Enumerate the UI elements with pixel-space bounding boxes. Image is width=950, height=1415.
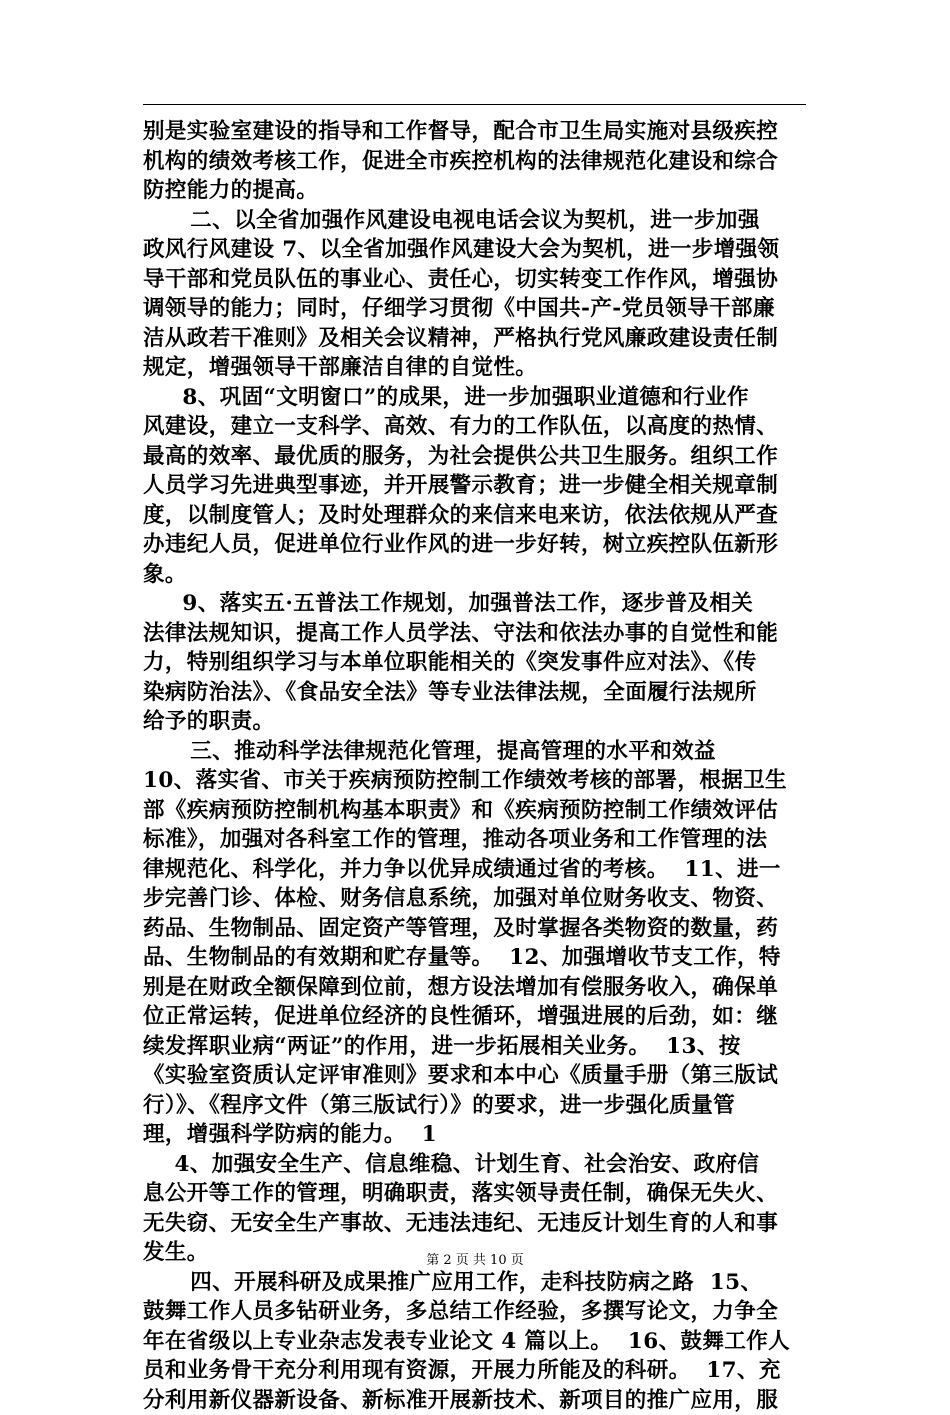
- text-line: 《实验室资质认定评审准则》要求和本中心《质量手册（第三版试: [143, 1061, 806, 1091]
- text-line: 发生。: [143, 1238, 806, 1268]
- text-line: 染病防治法》、《食品安全法》等专业法律法规，全面履行法规所: [143, 678, 806, 708]
- text-line: 风建设，建立一支科学、高效、有力的工作队伍，以高度的热情、: [143, 412, 806, 442]
- text-line: 最高的效率、最优质的服务，为社会提供公共卫生服务。组织工作: [143, 442, 806, 472]
- text-line: 鼓舞工作人员多钻研业务，多总结工作经验，多撰写论文，力争全: [143, 1297, 806, 1327]
- text-line: 人员学习先进典型事迹，并开展警示教育；进一步健全相关规章制: [143, 471, 806, 501]
- text-line: 10、落实省、市关于疾病预防控制工作绩效考核的部署，根据卫生: [143, 766, 806, 796]
- text-line: 药品、生物制品、固定资产等管理，及时掌握各类物资的数量，药: [143, 914, 806, 944]
- text-line: 给予的职责。: [143, 707, 806, 737]
- text-line: 部《疾病预防控制机构基本职责》和《疾病预防控制工作绩效评估: [143, 796, 806, 826]
- text-line: 年在省级以上专业杂志发表专业论文 4 篇以上。 16、鼓舞工作人: [143, 1327, 806, 1357]
- text-line: 机构的绩效考核工作，促进全市疾控机构的法律规范化建设和综合: [143, 147, 806, 177]
- text-line: 4、加强安全生产、信息维稳、计划生育、社会治安、政府信: [143, 1150, 806, 1180]
- text-line: 标准》，加强对各科室工作的管理，推动各项业务和工作管理的法: [143, 825, 806, 855]
- text-line: 二、以全省加强作风建设电视电话会议为契机，进一步加强: [143, 206, 806, 236]
- text-line: 力，特别组织学习与本单位职能相关的《突发事件应对法》、《传: [143, 648, 806, 678]
- text-line: 品、生物制品的有效期和贮存量等。 12、加强增收节支工作，特: [143, 943, 806, 973]
- page-footer: 第 2 页 共 10 页: [0, 1253, 950, 1269]
- text-line: 三、推动科学法律规范化管理，提高管理的水平和效益: [143, 737, 806, 767]
- text-line: 四、开展科研及成果推广应用工作，走科技防病之路 15、: [143, 1268, 806, 1298]
- text-line: 政风行风建设 7、以全省加强作风建设大会为契机，进一步增强领: [143, 235, 806, 265]
- text-line: 分利用新仪器新设备、新标准开展新技术、新项目的推广应用，服: [143, 1386, 806, 1415]
- text-line: 法律法规知识，提高工作人员学法、守法和依法办事的自觉性和能: [143, 619, 806, 649]
- document-body: [143, 117, 806, 1415]
- text-line: 洁从政若干准则》及相关会议精神，严格执行党风廉政建设责任制: [143, 324, 806, 354]
- text-line: 别是实验室建设的指导和工作督导，配合市卫生局实施对县级疾控: [143, 117, 806, 147]
- text-line: 办违纪人员，促进单位行业作风的进一步好转，树立疾控队伍新形: [143, 530, 806, 560]
- header-rule: [143, 104, 806, 105]
- text-line: 无失窃、无安全生产事故、无违法违纪、无违反计划生育的人和事: [143, 1209, 806, 1239]
- text-line: 律规范化、科学化，并力争以优异成绩通过省的考核。 11、进一: [143, 855, 806, 885]
- text-line: 象。: [143, 560, 806, 590]
- text-line: 续发挥职业病“两证”的作用，进一步拓展相关业务。 13、按: [143, 1032, 806, 1062]
- text-line: 防控能力的提高。: [143, 176, 806, 206]
- text-line: 员和业务骨干充分利用现有资源，开展力所能及的科研。 17、充: [143, 1356, 806, 1386]
- text-line: 位正常运转，促进单位经济的良性循环，增强进展的后劲，如：继: [143, 1002, 806, 1032]
- text-line: 息公开等工作的管理，明确职责，落实领导责任制，确保无失火、: [143, 1179, 806, 1209]
- text-line: 9、落实五·五普法工作规划，加强普法工作，逐步普及相关: [143, 589, 806, 619]
- text-line: 别是在财政全额保障到位前，想方设法增加有偿服务收入，确保单: [143, 973, 806, 1003]
- text-line: 理，增强科学防病的能力。 1: [143, 1120, 806, 1150]
- text-line: 步完善门诊、体检、财务信息系统，加强对单位财务收支、物资、: [143, 884, 806, 914]
- text-line: 调领导的能力；同时，仔细学习贯彻《中国共-产-党员领导干部廉: [143, 294, 806, 324]
- text-line: 度，以制度管人；及时处理群众的来信来电来访，依法依规从严查: [143, 501, 806, 531]
- text-line: 规定，增强领导干部廉洁自律的自觉性。: [143, 353, 806, 383]
- text-line: 8、巩固“文明窗口”的成果，进一步加强职业道德和行业作: [143, 383, 806, 413]
- text-line: 导干部和党员队伍的事业心、责任心，切实转变工作作风，增强协: [143, 265, 806, 295]
- text-line: 行）》、《程序文件（第三版试行）》的要求，进一步强化质量管: [143, 1091, 806, 1121]
